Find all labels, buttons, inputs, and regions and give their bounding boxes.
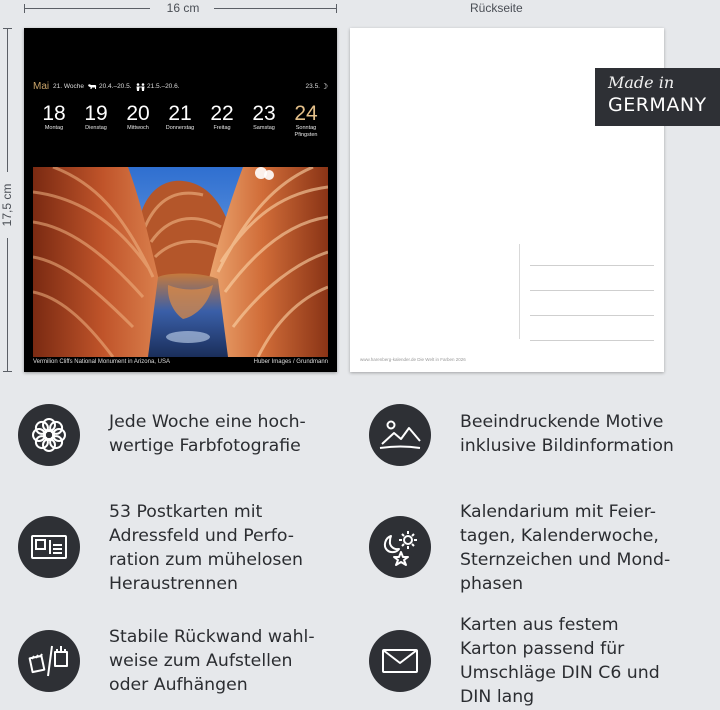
badge-country: GERMANY [608,94,707,116]
day-number: 19 [84,102,108,125]
feature-line: Heraustrennen [109,574,238,594]
postcard-front [24,28,337,372]
day-name: Montag [44,125,64,131]
feature-line: Adressfeld und Perfo- [109,526,294,546]
day-column [202,103,242,132]
day-column-holiday [286,103,326,139]
feature-text [109,410,349,458]
week-label: 21. Woche [53,83,84,90]
back-footer-text: www.harenberg-kalender.de Die Welt in Farben 2026 [360,357,466,362]
height-label: 17,5 cm [0,183,14,227]
back-side-label: Rückseite [470,1,523,15]
day-column [244,103,284,132]
feature-line: Beeindruckende Motive [460,412,664,432]
stand-hang-icon [18,630,80,692]
moon-sun-star-icon [369,516,431,578]
feature-text [460,410,720,458]
moon-phase-date: 23.5. [305,83,320,90]
feature-line: Karten aus festem [460,615,619,635]
day-name: Dienstag [85,125,107,131]
week-days [31,103,331,143]
feature-line: phasen [460,574,524,594]
feature-text [460,500,720,596]
feature-line: Sternzeichen und Mond- [460,550,671,570]
moon-icon: ☽ [320,82,328,91]
envelope-icon [369,630,431,692]
feature-line: wertige Farbfotografie [109,436,301,456]
day-name: Samstag [253,125,275,131]
feature-line: oder Aufhängen [109,675,248,695]
day-name: Freitag [213,125,231,131]
feature-line: Karton passend für [460,639,625,659]
canyon-photo [33,167,328,357]
photo-caption: Vermilion Cliffs National Monument in Arizona, USA [33,359,170,365]
flower-icon [18,404,80,466]
holiday-name: Pfingsten [294,132,318,138]
feature-line: DIN lang [460,687,535,707]
feature-line: ration zum mühelosen [109,550,303,570]
address-line [530,340,654,341]
mountain-photo-icon [369,404,431,466]
photo-credit: Huber Images / Grundmann [253,359,328,365]
feature-line: Kalendarium mit Feier- [460,502,656,522]
bull-icon [87,83,97,92]
zodiac-gemini-range: 21.5.–20.6. [147,83,180,90]
feature-text [109,500,349,596]
day-number: 21 [168,102,192,125]
feature-text [109,625,349,697]
day-name: Sonntag [295,125,317,131]
zodiac-taurus-range: 20.4.–20.5. [99,83,132,90]
feature-line: Jede Woche eine hoch- [109,412,306,432]
day-number: 20 [126,102,150,125]
month-label: Mai [33,81,50,92]
feature-line: Stabile Rückwand wahl- [109,627,315,647]
feature-line: 53 Postkarten mit [109,502,263,522]
calendar-header [33,83,328,95]
day-column [118,103,158,132]
day-number: 18 [42,102,66,125]
width-label: 16 cm [166,1,200,15]
feature-line: tagen, Kalenderwoche, [460,526,659,546]
day-column [76,103,116,132]
address-line [530,290,654,291]
feature-line: inklusive Bildinformation [460,436,674,456]
height-dimension [0,28,16,372]
feature-text [460,613,720,709]
address-line [530,265,654,266]
address-line [530,315,654,316]
day-column [160,103,200,132]
day-number: 23 [252,102,276,125]
made-in-germany-badge [595,68,720,126]
day-column [34,103,74,132]
feature-line: weise zum Aufstellen [109,651,293,671]
twins-icon [135,83,146,93]
width-dimension [24,1,337,15]
address-divider [519,244,520,339]
badge-made-in: Made in [608,73,675,92]
day-name: Donnerstag [165,125,195,131]
day-number: 22 [210,102,234,125]
day-name: Mittwoch [127,125,149,131]
postcard-icon [18,516,80,578]
day-number: 24 [294,102,318,125]
feature-line: Umschläge DIN C6 und [460,663,660,683]
